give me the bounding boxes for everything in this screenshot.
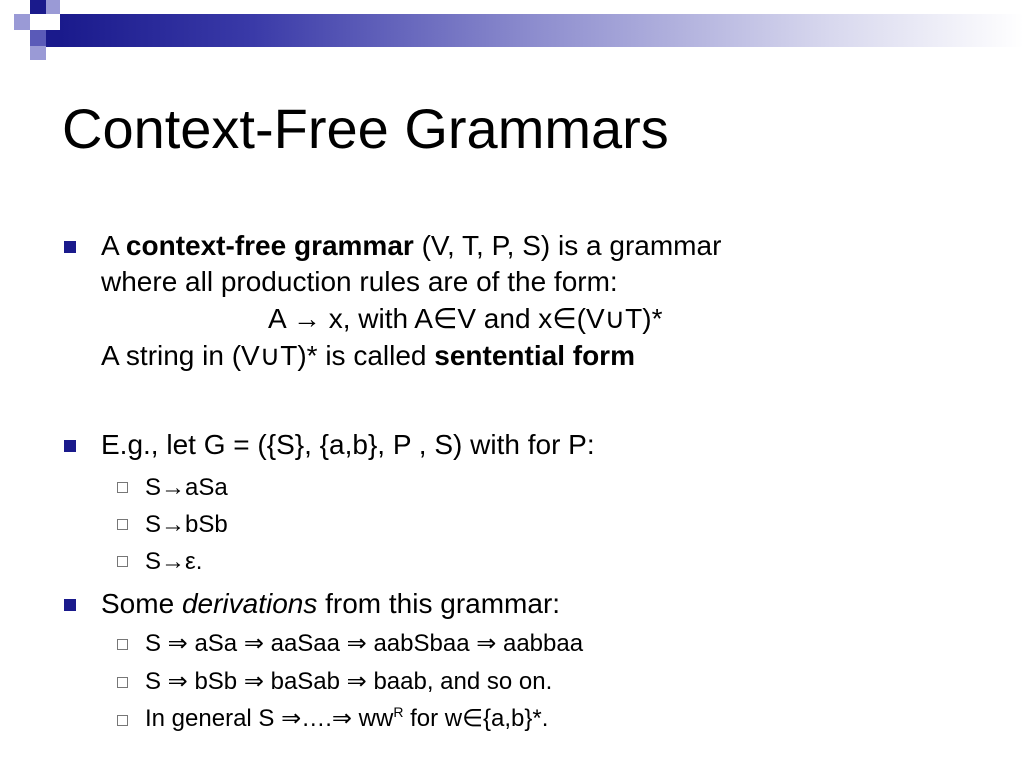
derivation-item: S ⇒ aSa ⇒ aaSaa ⇒ aabSbaa ⇒ aabbaa bbox=[145, 630, 584, 657]
text-segment: A string in (V∪T)* is called bbox=[101, 340, 435, 371]
rule-item: S→ε. bbox=[145, 548, 203, 575]
sub-bullet-marker bbox=[117, 639, 128, 650]
header-square-2 bbox=[30, 0, 46, 14]
definition-line-2: where all production rules are of the form: bbox=[101, 266, 618, 297]
sub-bullet-marker bbox=[117, 556, 128, 567]
header-square-3 bbox=[46, 0, 60, 14]
text-segment: for w∈{a,b}*. bbox=[403, 705, 549, 732]
rule-item: S→aSa bbox=[145, 474, 228, 501]
bullet-marker bbox=[64, 440, 76, 452]
sub-bullet-marker bbox=[117, 677, 128, 688]
text-segment: Some bbox=[101, 588, 182, 619]
slide-title: Context-Free Grammars bbox=[62, 97, 669, 160]
term-sentential-form: sentential form bbox=[434, 340, 635, 371]
derivation-item: S ⇒ bSb ⇒ baSab ⇒ baab, and so on. bbox=[145, 668, 553, 695]
production-form: A → x, with A∈V and x∈(V∪T)* bbox=[268, 303, 663, 334]
term-context-free-grammar: context-free grammar bbox=[125, 230, 414, 261]
text-segment: from this grammar: bbox=[317, 588, 561, 619]
definition-line-4 bbox=[101, 338, 635, 374]
definition-line-1 bbox=[101, 228, 721, 264]
text-segment: (V, T, P, S) is a grammar bbox=[413, 230, 722, 261]
header-square-6 bbox=[30, 46, 46, 60]
bullet-marker bbox=[64, 241, 76, 253]
superscript-r: R bbox=[393, 704, 404, 720]
text-segment: A bbox=[101, 230, 126, 261]
rule-item: S→bSb bbox=[145, 511, 228, 538]
header-gradient-bar bbox=[60, 14, 1024, 47]
bullet-marker bbox=[64, 599, 76, 611]
term-derivations: derivations bbox=[181, 588, 318, 619]
sub-bullet-marker bbox=[117, 482, 128, 493]
header-square-5 bbox=[46, 30, 60, 47]
text-segment: In general S ⇒….⇒ ww bbox=[145, 705, 394, 732]
header-square-4 bbox=[30, 30, 46, 46]
sub-bullet-marker bbox=[117, 519, 128, 530]
sub-bullet-marker bbox=[117, 715, 128, 726]
derivations-heading bbox=[101, 586, 560, 622]
header-square-1 bbox=[14, 14, 30, 30]
example-grammar: E.g., let G = ({S}, {a,b}, P , S) with for P: bbox=[101, 429, 595, 460]
derivation-item bbox=[145, 704, 548, 734]
